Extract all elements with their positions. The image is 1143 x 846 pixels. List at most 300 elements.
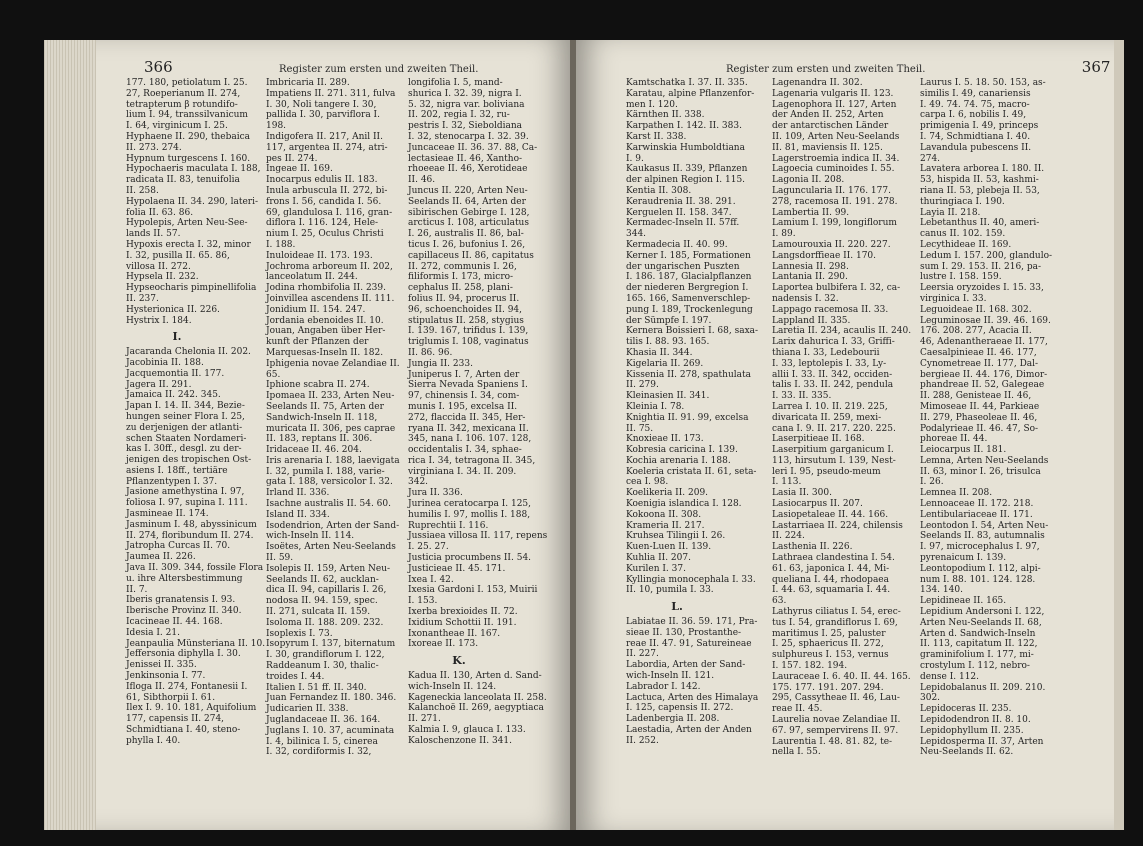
index-line: Irland II. 336. — [266, 488, 330, 499]
index-line: 302. — [920, 693, 941, 704]
index-line: I. 44. 63, squamaria I. 44. — [772, 585, 891, 596]
index-line: diflora I. 116. 124, Hele- — [266, 218, 379, 229]
index-line: tus I. 54, grandiflorus I. 69, — [772, 617, 898, 628]
index-line: 63. — [772, 596, 787, 607]
index-line: Kokoona II. 308. — [626, 509, 702, 520]
index-line: Juncus II. 220, Arten Neu- — [408, 185, 528, 196]
index-line: Kigelaria II. 269. — [626, 358, 704, 369]
index-line: Lecythideae II. 169. — [920, 239, 1012, 250]
index-line: Juncaceae II. 36. 37. 88, Ca- — [408, 142, 538, 153]
index-line: pung I. 189, Trockenlegung — [626, 304, 753, 315]
index-line: I. 26, australis II. 86, bal- — [408, 229, 524, 240]
index-line: Lasiocarpus II. 207. — [772, 499, 863, 510]
index-line: II. 202, regia I. 32, ru- — [408, 110, 510, 121]
index-line: der niederen Bergregion I. — [626, 283, 749, 294]
index-line: Jonidium II. 154. 247. — [266, 304, 366, 315]
index-line: Laserpitium garganicum I. — [772, 445, 894, 456]
index-line: Ifloga II. 274, Fontanesii I. — [126, 681, 248, 692]
index-line: pes II. 274. — [266, 153, 318, 164]
index-column — [126, 78, 266, 747]
index-line: Jochroma arboreum II. 202, — [266, 261, 393, 272]
index-line: Larrea I. 10. II. 219. 225, — [772, 401, 888, 412]
index-line: Hypseocharis pimpinellifolia — [126, 283, 257, 294]
index-line: lanceolatum II. 244. — [266, 272, 358, 283]
index-line: Knightia II. 91. 99, excelsa — [626, 412, 749, 423]
right-page-header — [726, 58, 1110, 76]
index-line: thuringiaca I. 190. — [920, 196, 1005, 207]
index-line: Ruprechtii I. 116. — [408, 520, 489, 531]
index-line: Laguncularia II. 176. 177. — [772, 185, 891, 196]
index-line: Idesia I. 21. — [126, 627, 180, 638]
index-line: Isoëtes, Arten Neu-Seelands — [266, 542, 396, 553]
index-line: Jussiaea villosa II. 117, repens — [408, 531, 548, 542]
index-line: Lappland II. 335. — [772, 315, 851, 326]
index-line: Jamaica II. 242. 345. — [126, 390, 221, 401]
index-line: Lepidineae II. 165. — [920, 596, 1007, 607]
index-line: 117, argentea II. 274, atri- — [266, 142, 388, 153]
index-line: II. 81, maviensis II. 125. — [772, 142, 883, 153]
index-line: graminifolium I. 177, mi- — [920, 650, 1034, 661]
index-line: II. 86. 96. — [408, 347, 453, 358]
index-line: Sierra Nevada Spaniens I. — [408, 380, 528, 391]
index-line: Lastarriaea II. 224, chilensis — [772, 520, 903, 531]
index-line: phoreae II. 44. — [920, 434, 988, 445]
index-line: Ladenbergia II. 208. — [626, 714, 720, 725]
index-line: Kaloschenzone II. 341. — [408, 735, 512, 746]
index-line: arcticus I. 108, articulatus — [408, 218, 529, 229]
index-line: Cynometreae II. 177, Dal- — [920, 358, 1039, 369]
index-line: Jenissei II. 335. — [126, 660, 197, 671]
index-line: I. 139. 167, trifidus I. 139, — [408, 326, 529, 337]
index-line: Joinvillea ascendens II. 111. — [266, 293, 395, 304]
index-line: Kalmia I. 9, glauca I. 133. — [408, 725, 526, 736]
index-line: Leontopodium I. 112, alpi- — [920, 563, 1041, 574]
index-line: Sandwich-Inseln II. 118, — [266, 412, 378, 423]
index-line: Lavandula pubescens II. — [920, 142, 1032, 153]
index-line: II. 237. — [126, 293, 159, 304]
index-line: Hypolaena II. 34. 290, lateri- — [126, 196, 259, 207]
index-line: Iris arenaria I. 188, laevigata — [266, 455, 400, 466]
index-line: 175. 177. 191. 207. 294. — [772, 682, 884, 693]
index-line: queliana I. 44, rhodopaea — [772, 574, 889, 585]
index-line: cephalus II. 258, plani- — [408, 283, 513, 294]
index-line: Hypsela II. 232. — [126, 272, 199, 283]
index-line: zu derjenigen der atlanti- — [126, 422, 243, 433]
index-line: Inula arbuscula II. 272, bi- — [266, 185, 388, 196]
index-line: capillaceus II. 86, capitatus — [408, 250, 534, 261]
index-line: Icacineae II. 44. 168. — [126, 617, 223, 628]
index-line: leri I. 95, pseudo-meum — [772, 466, 881, 477]
index-line: men I. 120. — [626, 99, 678, 110]
index-line: Raddeanum I. 30, thalic- — [266, 661, 379, 672]
index-line: Kochia arenaria I. 188. — [626, 455, 731, 466]
index-line: gata I. 188, versicolor I. 32. — [266, 477, 393, 488]
index-line: longifolia I. 5, mand- — [408, 78, 503, 88]
index-line: Leiocarpus II. 181. — [920, 445, 1007, 456]
index-line: Laestadia, Arten der Anden — [626, 725, 752, 736]
index-line: Lasiopetaleae II. 44. 166. — [772, 509, 889, 520]
index-line: cana I. 9. II. 217. 220. 225. — [772, 423, 896, 434]
index-line: Isolepis II. 159, Arten Neu- — [266, 563, 391, 574]
index-line: Kamtschatka I. 37. II. 335. — [626, 78, 748, 88]
right-page — [576, 40, 1116, 830]
index-line: Inocarpus edulis II. 183. — [266, 175, 378, 186]
index-line: frons I. 56, candida I. 56. — [266, 196, 382, 207]
index-line: radicata II. 83, tenuifolia — [126, 175, 240, 186]
index-line: I. 64, virginicum I. 25. — [126, 121, 228, 132]
index-line: nella I. 55. — [772, 747, 821, 758]
index-line: ticus I. 26, bufonius I. 26, — [408, 239, 526, 250]
index-line: Kobresia caricina I. 139. — [626, 445, 738, 456]
index-line: Koenigia islandica I. 128. — [626, 499, 742, 510]
index-line: hungen seiner Flora I. 25, — [126, 411, 245, 422]
index-line: 97, chinensis I. 34, com- — [408, 391, 520, 402]
index-line: II. 272, communis I. 26, — [408, 261, 517, 272]
index-line: 96, schoenchoides II. 94, — [408, 304, 523, 315]
index-line: II. 227. — [626, 649, 659, 660]
index-line: Lennoaceae II. 172. 218. — [920, 499, 1034, 510]
index-line: 61, Sibthorpii I. 61. — [126, 692, 216, 703]
index-line: Kentia II. 308. — [626, 185, 692, 196]
index-line: triglumis I. 108, vaginatus — [408, 337, 529, 348]
index-line: Isachne australis II. 54. 60. — [266, 499, 391, 510]
index-line: Justicia procumbens II. 54. — [408, 553, 532, 564]
index-line: Lepidophyllum II. 235. — [920, 725, 1024, 736]
index-line: Seelands II. 62, aucklan- — [266, 574, 379, 585]
index-line: canus II. 102. 159. — [920, 229, 1006, 240]
index-line: 177, capensis II. 274, — [126, 714, 225, 725]
index-line: Kerguelen II. 158. 347. — [626, 207, 732, 218]
index-line: phylla I. 40. — [126, 735, 181, 746]
index-line: Laserpitieae II. 168. — [772, 434, 865, 445]
index-line: 342. — [408, 477, 429, 488]
index-line: Indigofera II. 217, Anil II. — [266, 131, 383, 142]
index-line: Jodina rhombifolia II. 239. — [266, 283, 386, 294]
index-line: Lamium I. 199, longiflorum — [772, 218, 897, 229]
index-line: 53, hispida II. 53, kashmi- — [920, 175, 1039, 186]
index-line: Juan Fernandez II. 180. 346. — [266, 693, 397, 704]
index-line: Kuhlia II. 207. — [626, 553, 691, 564]
index-line: Hypochaeris maculata I. 188, — [126, 164, 261, 175]
index-line: cea I. 98. — [626, 477, 669, 488]
index-line: bergieae II. 44. 176, Dimor- — [920, 369, 1048, 380]
index-line: Lappago racemosa II. 33. — [772, 304, 889, 315]
index-line: sulphureus I. 153, vernus — [772, 650, 889, 661]
index-line: muricata II. 306, pes caprae — [266, 423, 396, 434]
index-line: I. 32, stenocarpa I. 32. 39. — [408, 131, 529, 142]
index-line: 165. 166, Samenverschlep- — [626, 293, 751, 304]
index-line: Lemnea II. 208. — [920, 488, 993, 499]
index-line: sieae II. 130, Prostanthe- — [626, 627, 742, 638]
index-line: troides I. 44. — [266, 671, 325, 682]
index-line: foliosa I. 97, supina I. 111. — [126, 498, 248, 509]
index-line: Laurelia novae Zelandiae II. — [772, 715, 901, 726]
index-line: crostylum I. 112, nebro- — [920, 661, 1030, 672]
index-line: Ixidium Schottii II. 191. — [408, 617, 517, 628]
index-line: Arten Neu-Seelands II. 68, — [920, 617, 1042, 628]
index-line: 295, Cassytheae II. 46, Lau- — [772, 693, 900, 704]
index-line: Langsdorffieae II. 170. — [772, 250, 877, 261]
index-line: II. 46. — [408, 175, 436, 186]
index-line: Lemna, Arten Neu-Seelands — [920, 455, 1049, 466]
index-line: Labrador I. 142. — [626, 681, 701, 692]
index-line: Kruhsea Tilingii I. 26. — [626, 531, 726, 542]
index-line: phandreae II. 52, Galegeae — [920, 380, 1045, 391]
index-line: stipulatus II. 258, stygius — [408, 315, 524, 326]
page-edge-stack — [44, 40, 96, 830]
index-line: II. 113, capitatum II. 122, — [920, 639, 1038, 650]
index-line: Jasminum I. 48, abyssinicum — [126, 519, 257, 530]
index-line: filiformis I. 173, micro- — [408, 272, 514, 283]
index-line: II. 271. — [408, 714, 441, 725]
index-line: der antarctischen Länder — [772, 121, 889, 132]
index-line: Ixesia Gardoni I. 153, Muirii — [408, 585, 538, 596]
index-line: Lathyrus ciliatus I. 54, erec- — [772, 607, 901, 618]
index-line: 67. 97, sempervirens II. 97. — [772, 725, 899, 736]
index-line: II. 279. — [626, 380, 659, 391]
index-line: I. 32, pumila I. 188, varie- — [266, 466, 385, 477]
index-line: I. 33, leptolepis I. 33, Ly- — [772, 358, 887, 369]
index-line: nodosa II. 94. 159, spec. — [266, 596, 378, 607]
index-line: Juniperus I. 7, Arten der — [408, 369, 520, 380]
index-line: occidentalis I. 34, sphae- — [408, 445, 522, 456]
index-line: I. 25, sphaericus II. 272, — [772, 639, 884, 650]
index-line: Lambertia II. 99. — [772, 207, 850, 218]
index-line: Layia II. 218. — [920, 207, 981, 218]
index-line: Jasmineae II. 174. — [126, 509, 209, 520]
index-line: I. 125, capensis II. 272. — [626, 703, 734, 714]
index-line: Java II. 309. 344, fossile Flora — [126, 563, 264, 574]
index-line: Isoloma II. 188. 209. 232. — [266, 617, 384, 628]
index-line: lectasieae II. 46, Xantho- — [408, 153, 523, 164]
index-line: Labiatae II. 36. 59. 171, Pra- — [626, 617, 758, 628]
index-line: virginiana I. 34. II. 209. — [408, 466, 517, 477]
index-line: 177. 180, petiolatum I. 25. — [126, 78, 248, 88]
index-line: Justicieae II. 45. 171. — [408, 563, 506, 574]
index-line: 27, Roeperianum II. 274, — [126, 88, 241, 99]
index-line: II. 59. — [266, 553, 294, 564]
index-line: Lagerstroemia indica II. 34. — [772, 153, 900, 164]
index-line: lium I. 94, transsilvanicum — [126, 110, 248, 121]
index-line: nium I. 25, Oculus Christi — [266, 229, 384, 240]
index-line: Lannesia II. 298. — [772, 261, 849, 272]
index-line: Laurus I. 5. 18. 50. 153, as- — [920, 78, 1046, 88]
index-line: villosa II. 272. — [126, 261, 191, 272]
index-line: 46, Adenantheraeae II. 177, — [920, 337, 1048, 348]
index-line: I. 26. — [920, 477, 944, 488]
index-line: pestris I. 32, Sieboldiana — [408, 121, 523, 132]
index-line: Kissenia II. 278, spathulata — [626, 369, 751, 380]
index-line: rhoeeae II. 46, Xerotideae — [408, 164, 528, 175]
index-line: Juglandaceae II. 36. 164. — [266, 715, 381, 726]
index-line: thiana I. 33, Ledebourii — [772, 347, 880, 358]
index-line: Jenkinsonia I. 77. — [126, 671, 206, 682]
index-column — [920, 78, 1053, 758]
index-line: II. 258. — [126, 185, 159, 196]
index-line: Kärnthen II. 338. — [626, 110, 705, 121]
index-line: II. 252. — [626, 735, 659, 746]
left-page-number: 366 — [144, 58, 173, 76]
left-running-head: Register zum ersten und zweiten Theil. — [279, 64, 479, 75]
index-line: Kageneckia lanceolata II. 258. — [408, 692, 547, 703]
index-line: Jeanpaulia Münsteriana II. 10. — [126, 638, 266, 649]
index-line: Leersia oryzoides I. 15. 33, — [920, 283, 1044, 294]
index-line: rica I. 34, tetragona II. 345, — [408, 455, 536, 466]
index-line: nadensis I. 32. — [772, 293, 839, 304]
right-running-head: Register zum ersten und zweiten Theil. — [726, 64, 926, 75]
index-line: Jordania ebenoides II. 10. — [266, 315, 384, 326]
index-line: carpa I. 6, nobilis I. 49, — [920, 110, 1027, 121]
index-line: Ixoreae II. 173. — [408, 639, 479, 650]
index-line: I. 32, cordiformis I. 32, — [266, 747, 372, 758]
index-line: der alpinen Region I. 115. — [626, 175, 746, 186]
index-line: Neu-Seelands II. 62. — [920, 747, 1014, 758]
index-line: 61. 63, japonica I. 44, Mi- — [772, 563, 890, 574]
index-line: II. 271, sulcata II. 159. — [266, 607, 371, 618]
index-line: Jagera II. 291. — [126, 379, 192, 390]
index-line: Lentibulariaceae II. 171. — [920, 509, 1033, 520]
index-line: Jurinea ceratocarpa I. 125, — [408, 499, 532, 510]
index-line: der ungarischen Puszten — [626, 261, 740, 272]
index-line: I. 25. 27. — [408, 542, 449, 553]
index-line: Iridaceae II. 46. 204. — [266, 445, 362, 456]
index-line: Kaukasus II. 339, Pflanzen — [626, 164, 748, 175]
index-line: ryana II. 342, mexicana II. — [408, 423, 529, 434]
index-line: I. 186. 187, Glacialpflanzen — [626, 272, 752, 283]
index-line: Laurentia I. 48. 81. 82, te- — [772, 736, 893, 747]
index-line: II. 75. — [626, 423, 654, 434]
index-line: Jasione amethystina I. 97, — [126, 487, 245, 498]
index-line: Lagoecia cuminoides I. 55. — [772, 164, 895, 175]
index-line: pyrenaicum I. 139. — [920, 553, 1007, 564]
index-line: Kernera Boissieri I. 68, saxa- — [626, 326, 759, 337]
index-line: Lepidobalanus II. 209. 210. — [920, 682, 1046, 693]
index-line: Jura II. 336. — [408, 488, 463, 499]
index-line: Karst II. 338. — [626, 131, 687, 142]
index-line: Impatiens II. 271. 311, fulva — [266, 88, 396, 99]
index-line: I. 32, pusilla II. 65. 86, — [126, 250, 230, 261]
index-line: riana II. 53, plebeja II. 53, — [920, 185, 1040, 196]
index-line: Lavatera arborea I. 180. II. — [920, 164, 1045, 175]
index-line: Jatropha Curcas II. 70. — [126, 541, 231, 552]
index-line: kunft der Pflanzen der — [266, 337, 369, 348]
index-line: Italien I. 51 ff. II. 340. — [266, 682, 367, 693]
index-line: I. 153. — [408, 596, 438, 607]
index-line: Ipomaea II. 233, Arten Neu- — [266, 391, 395, 402]
index-line: Leguminosae II. 39. 46. 169. — [920, 315, 1051, 326]
index-line: Podalyrieae II. 46. 47, So- — [920, 423, 1039, 434]
index-line: similis I. 49, canariensis — [920, 88, 1031, 99]
left-page — [44, 40, 572, 830]
index-line: Seelands II. 83, autumnalis — [920, 531, 1045, 542]
index-line: Hypoxis erecta I. 32, minor — [126, 239, 251, 250]
index-line: Labordia, Arten der Sand- — [626, 660, 746, 671]
index-line: Laportea bulbifera I. 32, ca- — [772, 283, 901, 294]
index-line: asiens I. 18ff., tertiäre — [126, 465, 228, 476]
index-line: lands II. 57. — [126, 229, 181, 240]
index-line: Jouan, Angaben über Her- — [266, 326, 386, 337]
index-line: Karwinskia Humboldtiana — [626, 142, 745, 153]
index-line: I. 30, grandiflorum I. 122, — [266, 650, 385, 661]
index-line: tetrapterum β rotundifo- — [126, 99, 238, 110]
index-line: I. 97, microcephalus I. 97, — [920, 542, 1040, 553]
index-line: II. 288, Genisteae II. 46, — [920, 391, 1032, 402]
index-line: 345, nana I. 106. 107. 128, — [408, 434, 532, 445]
index-line: Kleinasien II. 341. — [626, 391, 710, 402]
index-line: Jeffersonia diphylla I. 30. — [126, 649, 241, 660]
index-line: I. 89. — [772, 229, 796, 240]
index-line: Kuen-Luen II. 139. — [626, 542, 712, 553]
index-line: Kleinia I. 78. — [626, 401, 685, 412]
index-line: reae II. 45. — [772, 704, 823, 715]
index-line: Hyphaene II. 290, thebaica — [126, 131, 251, 142]
index-line: 176. 208. 277, Acacia II. — [920, 326, 1032, 337]
index-line: Island II. 334. — [266, 509, 330, 520]
index-line: Ingeae II. 169. — [266, 164, 333, 175]
index-line: 113, hirsutum I. 139, Nest- — [772, 455, 896, 466]
index-line: Larix dahurica I. 33, Griffi- — [772, 337, 895, 348]
index-line: II. 10, pumila I. 33. — [626, 585, 714, 596]
index-line: Hysterionica II. 226. — [126, 304, 220, 315]
index-line: der Anden II. 252, Arten — [772, 110, 884, 121]
index-line: I. 49. 74. 74. 75, macro- — [920, 99, 1030, 110]
index-column — [626, 78, 759, 747]
index-line: Imbricaria II. 289. — [266, 78, 350, 88]
page-edge-right — [1114, 40, 1124, 830]
index-line: Lagenandra II. 302. — [772, 78, 863, 88]
section-letter-heading: K. — [452, 654, 466, 668]
index-line: virginica I. 33. — [920, 293, 987, 304]
index-line: 69, glandulosa I. 116, gran- — [266, 207, 393, 218]
index-column — [408, 78, 548, 747]
index-line: u. ihre Altersbestimmung — [126, 573, 243, 584]
index-line: schen Staaten Nordameri- — [126, 433, 247, 444]
index-line: folia II. 63. 86. — [126, 207, 194, 218]
index-line: Ixea I. 42. — [408, 574, 454, 585]
index-line: allii I. 33. II. 342, occiden- — [772, 369, 893, 380]
index-line: Jacaranda Chelonia II. 202. — [126, 347, 251, 358]
index-line: Keraudrenia II. 38. 291. — [626, 196, 736, 207]
index-line: Kurilen I. 37. — [626, 563, 686, 574]
left-page-header — [144, 58, 478, 76]
section-letter-heading: I. — [172, 330, 182, 344]
index-line: I. 33. II. 335. — [772, 391, 832, 402]
index-line: Inuloideae II. 173. 193. — [266, 250, 373, 261]
index-line: I. 113. — [772, 477, 802, 488]
index-line: Lepidosperma II. 37, Arten — [920, 736, 1044, 747]
index-line: Japan I. 14. II. 344, Bezie- — [126, 401, 245, 412]
index-line: Koeleria cristata II. 61, seta- — [626, 466, 757, 477]
index-line: Kadua II. 130, Arten d. Sand- — [408, 671, 542, 682]
index-line: wich-Inseln II. 124. — [408, 681, 497, 692]
index-line: Koelikeria II. 209. — [626, 488, 709, 499]
index-line: primigenia I. 49, princeps — [920, 121, 1039, 132]
index-column — [772, 78, 912, 758]
index-line: Khasia II. 344. — [626, 347, 693, 358]
index-line: Iberische Provinz II. 340. — [126, 606, 242, 617]
index-line: Seelands II. 64, Arten der — [408, 196, 526, 207]
index-line: pallida I. 30, parviflora I. — [266, 110, 380, 121]
index-line: 274. — [920, 153, 941, 164]
index-line: Laretia II. 234, acaulis II. 240. — [772, 326, 912, 337]
index-line: II. 279, Phaseoleae II. 46, — [920, 412, 1038, 423]
index-line: Lantania II. 290. — [772, 272, 848, 283]
right-page-number: 367 — [1081, 58, 1111, 76]
index-line: divaricata II. 259, mexi- — [772, 412, 882, 423]
index-line: 198. — [266, 121, 287, 132]
index-line: I. 4, bilinica I. 5, cinerea — [266, 736, 378, 747]
index-line: Lactuca, Arten des Himalaya — [626, 692, 759, 703]
